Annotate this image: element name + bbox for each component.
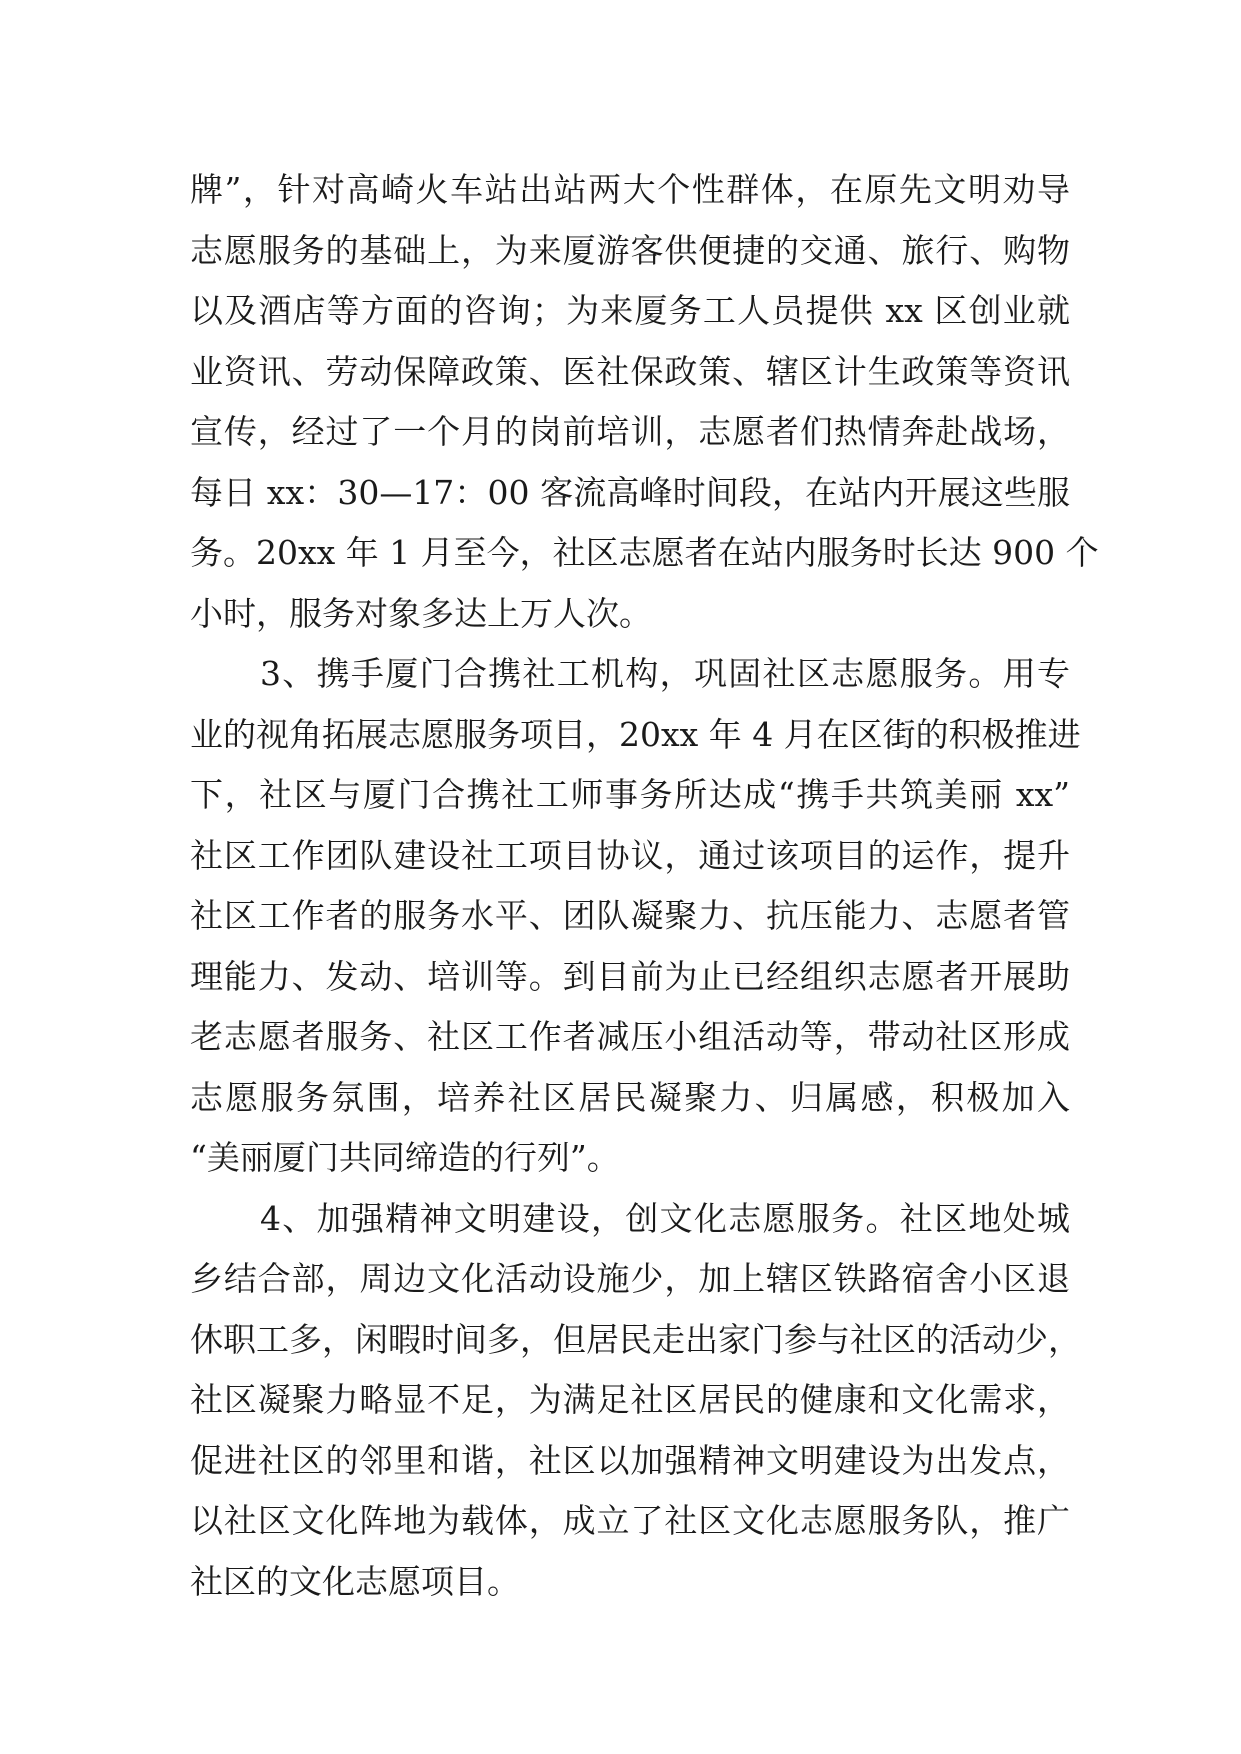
paragraph-line: 3、携手厦门合携社工机构，巩固社区志愿服务。用专 (260, 654, 1070, 693)
paragraph-line: 宣传，经过了一个月的岗前培训，志愿者们热情奔赴战场， (190, 412, 1070, 451)
paragraph-line: 理能力、发动、培训等。到目前为止已经组织志愿者开展助 (190, 956, 1070, 996)
paragraph-line: 业资讯、劳动保障政策、医社保政策、辖区计生政策等资讯 (190, 351, 1070, 391)
paragraph-line: 小时，服务对象多达上万人次。 (190, 593, 652, 633)
paragraph-line: 志愿服务氛围，培养社区居民凝聚力、归属感，积极加入 (190, 1077, 1070, 1117)
paragraph-line: 业的视角拓展志愿服务项目，20xx 年 4 月在区街的积极推进 (190, 714, 1081, 754)
paragraph-line: “美丽厦门共同缔造的行列”。 (190, 1138, 620, 1177)
paragraph-line: 老志愿者服务、社区工作者减压小组活动等，带动社区形成 (190, 1017, 1070, 1056)
paragraph-line: 社区工作团队建设社工项目协议，通过该项目的运作，提升 (190, 835, 1070, 875)
paragraph-line: 以社区文化阵地为载体，成立了社区文化志愿服务队，推广 (190, 1501, 1070, 1540)
paragraph-line: 4、加强精神文明建设，创文化志愿服务。社区地处城 (260, 1198, 1070, 1238)
paragraph-line: 志愿服务的基础上，为来厦游客供便捷的交通、旅行、购物 (190, 230, 1070, 270)
paragraph-line: 促进社区的邻里和谐，社区以加强精神文明建设为出发点， (190, 1440, 1070, 1480)
paragraph-1 (190, 160, 1099, 644)
document-body (190, 160, 1099, 1612)
paragraph-line: 休职工多，闲暇时间多，但居民走出家门参与社区的活动少， (190, 1319, 1081, 1359)
paragraph-line: 务。20xx 年 1 月至今，社区志愿者在站内服务时长达 900 个 (190, 533, 1099, 572)
paragraph-3 (190, 1189, 1081, 1613)
paragraph-line: 社区凝聚力略显不足，为满足社区居民的健康和文化需求， (190, 1380, 1070, 1419)
paragraph-line: 乡结合部，周边文化活动设施少，加上辖区铁路宿舍小区退 (190, 1259, 1070, 1298)
paragraph-line: 社区工作者的服务水平、团队凝聚力、抗压能力、志愿者管 (190, 896, 1070, 935)
paragraph-line: 社区的文化志愿项目。 (190, 1561, 520, 1601)
paragraph-line: 每日 xx：30—17：00 客流高峰时间段，在站内开展这些服 (190, 472, 1070, 512)
paragraph-line: 以及酒店等方面的咨询；为来厦务工人员提供 xx 区创业就 (190, 291, 1070, 330)
paragraph-line: 牌”，针对高崎火车站出站两大个性群体，在原先文明劝导 (190, 170, 1070, 209)
paragraph-2 (190, 644, 1081, 1189)
paragraph-line: 下，社区与厦门合携社工师事务所达成“携手共筑美丽 xx” (190, 775, 1070, 814)
